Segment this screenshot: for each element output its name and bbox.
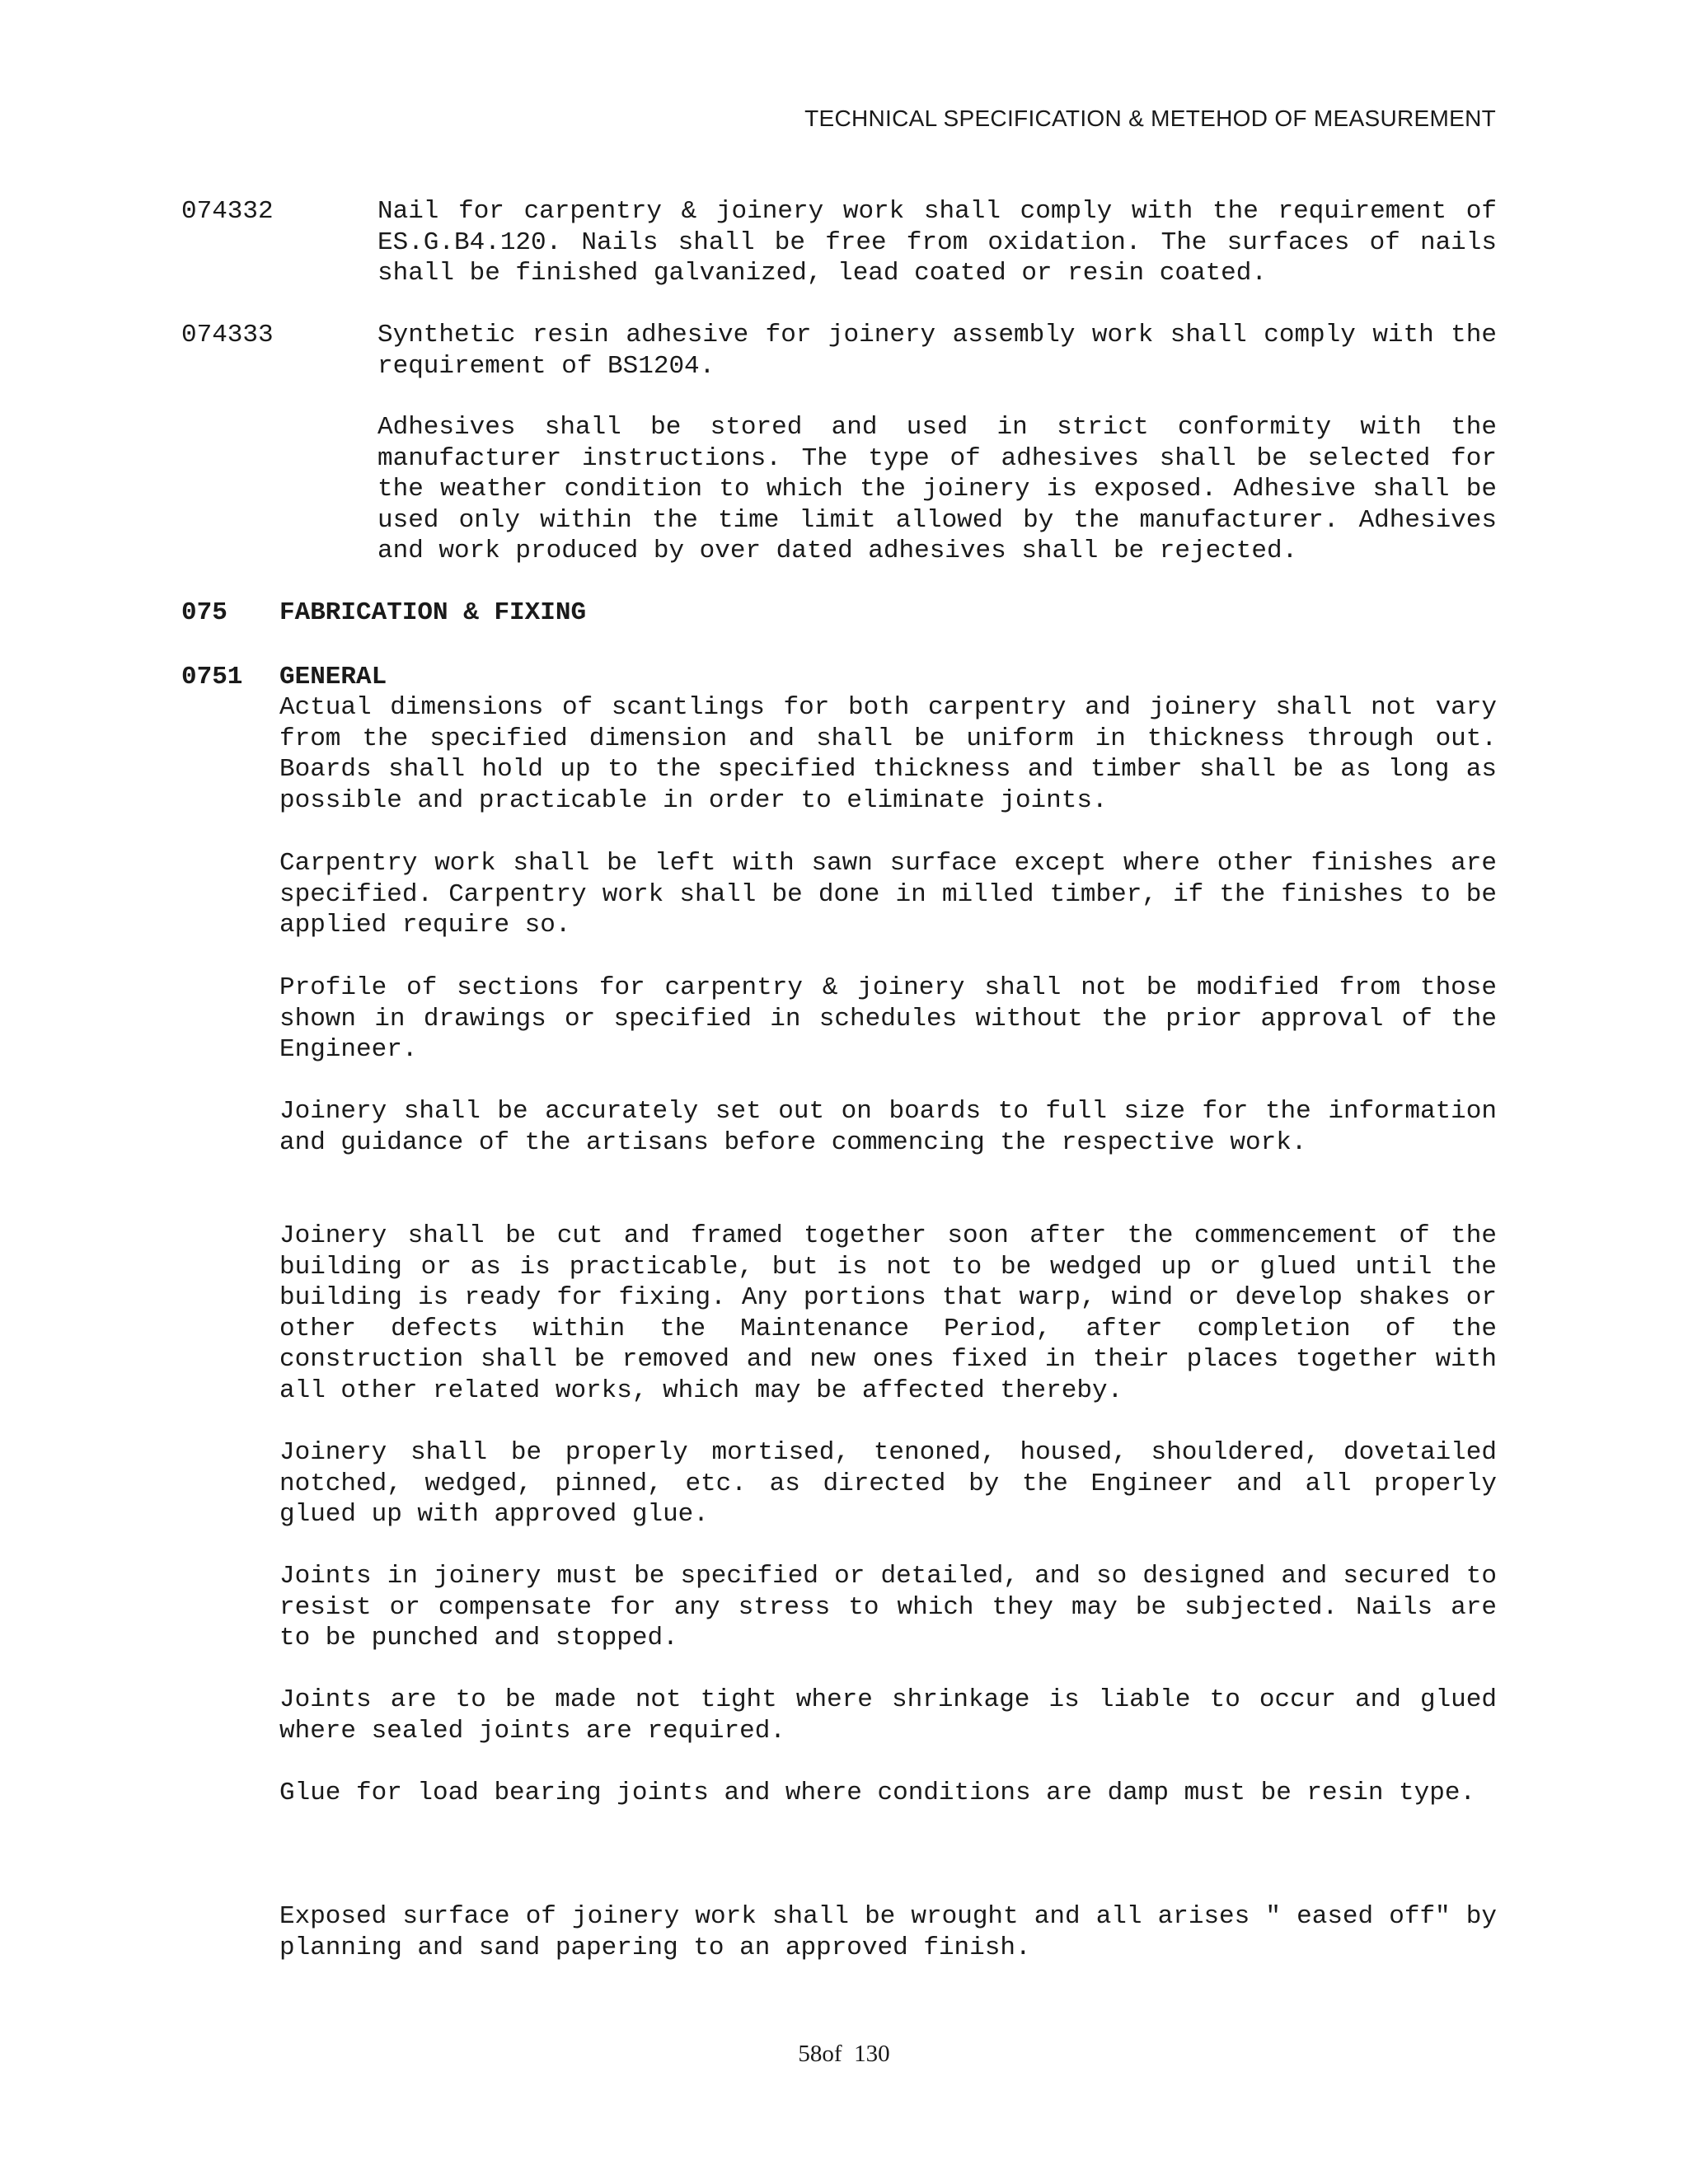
page-number xyxy=(0,2041,1688,2068)
subsection-number: 0751 xyxy=(181,663,243,691)
section-title: FABRICATION & FIXING xyxy=(279,598,587,627)
section-heading xyxy=(181,598,586,629)
adhesive-note-paragraph: Adhesives shall be stored and used in strict conformity with the manufacturer instructions. The type of adhesives shall be selected for the weather condition to which the joinery is exposed. Adhesive shall be used only within the time limit allowed by the manufacturer. Adhesives and work produced by over dated adhesives shall be rejected. xyxy=(377,413,1497,565)
clause-code-074332: 074332 xyxy=(181,197,274,226)
general-paragraph-9: Glue for load bearing joints and where conditions are damp must be resin type. xyxy=(279,1779,1476,1807)
general-paragraph-4: Joinery shall be accurately set out on boards to full size for the information and guidance of the artisans before commencing the respective work. xyxy=(279,1097,1497,1157)
clause-code-074333: 074333 xyxy=(181,321,274,349)
clause-text-074333: Synthetic resin adhesive for joinery assembly work shall comply with the requirement of BS1204. xyxy=(377,321,1497,381)
page-of-label: of xyxy=(822,2041,842,2067)
general-paragraph-5: Joinery shall be cut and framed together soon after the commencement of the building or as is practicable, but is not to be wedged up or glued until the building is ready for fixing. Any portions that warp, wind or develop shakes or other defects within the Maintenance Period, after completion of the construction shall be removed and new ones fixed in their places together with all other related works, which may be affected thereby. xyxy=(279,1221,1497,1405)
page-total: 130 xyxy=(854,2041,890,2067)
page-header-title: TECHNICAL SPECIFICATION & METEHOD OF MEASUREMENT xyxy=(804,105,1496,131)
general-paragraph-3: Profile of sections for carpentry & joinery shall not be modified from those shown in drawings or specified in schedules without the prior approval of the Engineer. xyxy=(279,973,1497,1064)
general-paragraph-7: Joints in joinery must be specified or detailed, and so designed and secured to resist or compensate for any stress to which they may be subjected. Nails are to be punched and stopped. xyxy=(279,1562,1497,1652)
general-paragraph-1: Actual dimensions of scantlings for both carpentry and joinery shall not vary from the specified dimension and shall be uniform in thickness through out. Boards shall hold up to the specified thickness and timber shall be as long as possible and practicable in order to eliminate joints. xyxy=(279,693,1497,815)
general-paragraph-10: Exposed surface of joinery work shall be wrought and all arises " eased off" by planning and sand papering to an approved finish. xyxy=(279,1902,1497,1962)
page-current: 58 xyxy=(798,2041,823,2067)
section-number: 075 xyxy=(181,598,227,627)
subsection-heading xyxy=(181,662,387,693)
subsection-title: GENERAL xyxy=(279,663,387,691)
general-paragraph-2: Carpentry work shall be left with sawn surface except where other finishes are specified. Carpentry work shall be done in milled timber, if the finishes to be applied require so. xyxy=(279,849,1497,940)
clause-text-074332: Nail for carpentry & joinery work shall comply with the requirement of ES.G.B4.120. Nails shall be free from oxidation. The surfaces of nails shall be finished galvanized, lead coated or resin coated. xyxy=(377,197,1497,288)
general-paragraph-8: Joints are to be made not tight where shrinkage is liable to occur and glued where sealed joints are required. xyxy=(279,1685,1497,1746)
general-paragraph-6: Joinery shall be properly mortised, tenoned, housed, shouldered, dovetailed notched, wedged, pinned, etc. as directed by the Engineer and all properly glued up with approved glue. xyxy=(279,1438,1497,1529)
